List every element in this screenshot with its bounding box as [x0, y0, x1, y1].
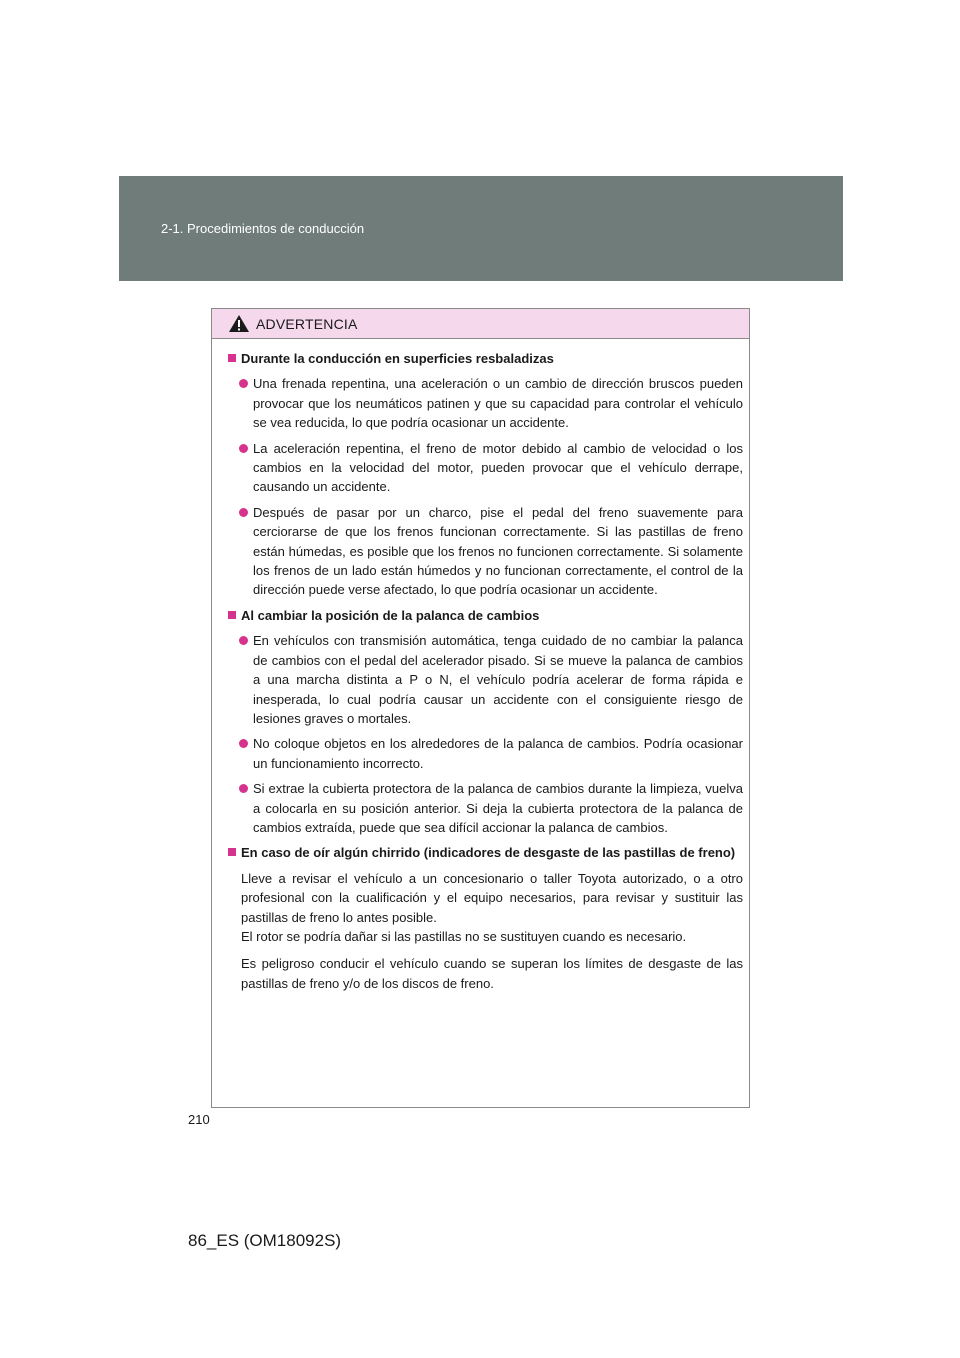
circle-bullet-icon: [239, 379, 248, 388]
list-item: En vehículos con transmisión automática, tenga cuidado de no cambiar la palanca de cambios con el pedal del acelerador pisado. Si se mueve la palanca de cambios a una marcha distinta a P o N, el vehículo podría acelerar de forma rápida e inesperada, lo cual podría causar un accidente con el consiguiente riesgo de lesiones graves o mortales.: [228, 631, 743, 728]
paragraph: Es peligroso conducir el vehículo cuando se superan los límites de desgaste de las pastillas de freno y/o de los discos de freno.: [241, 956, 743, 991]
section-slippery-surfaces: [228, 349, 743, 600]
warning-body: [212, 339, 749, 993]
chapter-header-band: [119, 176, 843, 281]
circle-bullet-icon: [239, 784, 248, 793]
section-title: Al cambiar la posición de la palanca de cambios: [228, 606, 743, 625]
list-item: La aceleración repentina, el freno de motor debido al cambio de velocidad o los cambios en la velocidad del motor, pueden provocar que el vehículo derrape, causando un accidente.: [228, 439, 743, 497]
circle-bullet-icon: [239, 739, 248, 748]
warning-box: [211, 308, 750, 1108]
paragraph: Lleve a revisar el vehículo a un concesionario o taller Toyota autorizado, o a otro profesional con la cualificación y el equipo necesarios, para revisar y sustituir las pastillas de freno lo antes posible. El rotor se podría dañar si las pastillas no se sustituyen cuando es necesario.: [241, 870, 743, 944]
list-item: Después de pasar por un charco, pise el pedal del freno suavemente para cerciorarse de que los frenos funcionan correctamente. Si las pastillas de freno están húmedas, es posible que los frenos no funcionen correctamente. Si solamente los frenos de un lado están húmedos y no funcionan correctamente, el control de la dirección puede verse afectado, lo que podría ocasionar un accidente.: [228, 503, 743, 600]
section-title: Durante la conducción en superficies resbaladizas: [228, 349, 743, 368]
list-item: Si extrae la cubierta protectora de la palanca de cambios durante la limpieza, vuelva a colocarla en su posición anterior. Si deja la cubierta protectora de la palanca de cambios extraída, puede que sea difícil accionar la palanca de cambios.: [228, 779, 743, 837]
section-title: En caso de oír algún chirrido (indicadores de desgaste de las pastillas de freno): [228, 843, 743, 862]
circle-bullet-icon: [239, 444, 248, 453]
section-label: 2-1. Procedimientos de conducción: [161, 221, 365, 236]
document-code: 86_ES (OM18092S): [188, 1231, 342, 1250]
circle-bullet-icon: [239, 508, 248, 517]
list-item: Una frenada repentina, una aceleración o un cambio de dirección bruscos pueden provocar que los neumáticos patinen y que su capacidad para controlar el vehículo se vea reducida, lo que podría ocasionar un accidente.: [228, 374, 743, 432]
list-item: No coloque objetos en los alrededores de la palanca de cambios. Podría ocasionar un funcionamiento incorrecto.: [228, 734, 743, 773]
square-bullet-icon: [228, 611, 236, 619]
square-bullet-icon: [228, 354, 236, 362]
warning-header: [212, 309, 749, 339]
page-number: 210: [188, 1112, 210, 1127]
square-bullet-icon: [228, 848, 236, 856]
warning-title: ADVERTENCIA: [256, 315, 358, 332]
section-shift-lever: [228, 606, 743, 837]
section-brake-squeal: [228, 843, 743, 993]
circle-bullet-icon: [239, 636, 248, 645]
warning-triangle-icon: [228, 314, 250, 333]
